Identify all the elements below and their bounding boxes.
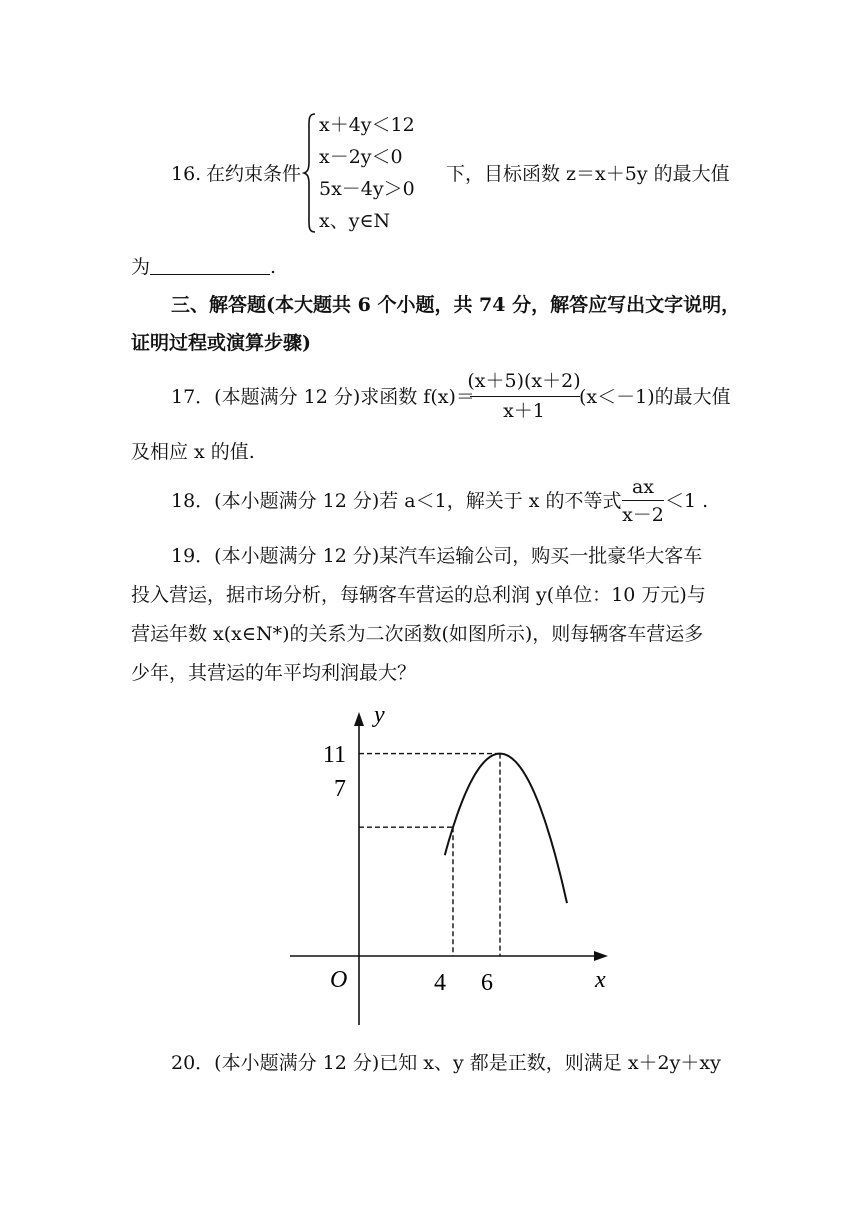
q18-suffix: ＜1 . [665,490,709,512]
q16-constraint-1: x＋4y＜12 [319,114,415,136]
q19-line3: 营运年数 x(x∈N*)的关系为二次函数(如图所示)，则每辆客车营运多 [131,623,704,645]
q16-end: . [270,256,277,278]
q18-prefix: 18．(本小题满分 12 分)若 a＜1，解关于 x 的不等式 [171,490,622,512]
y-tick-11: 11 [322,742,346,768]
q17-prefix: 17．(本题满分 12 分)求函数 f(x)＝ [171,386,475,408]
profit-curve [445,754,567,904]
q16-constraint-2: x－2y＜0 [319,146,403,168]
q16-tail: 下，目标函数 z＝x＋5y 的最大值 [446,163,730,185]
q16-number: 16. [171,163,202,185]
q18-numerator: ax [631,476,655,498]
q19-line1: 19．(本小题满分 12 分)某汽车运输公司，购买一批豪华大客车 [171,545,703,567]
section3-line2: 证明过程或演算步骤) [131,332,311,354]
x-tick-4: 4 [434,970,446,996]
q16-answer-blank[interactable] [150,274,270,275]
q18-fraction-bar [622,500,664,501]
q20-line1: 20．(本小题满分 12 分)已知 x、y 都是正数，则满足 x＋2y＋xy [171,1052,721,1074]
q16-cont [131,258,276,277]
q18-denominator: x－2 [622,504,664,526]
q17-line2: 及相应 x 的值. [131,441,255,463]
q16-cont-text: 为 [131,256,151,278]
y-axis-label: y [374,702,385,728]
q16-lead: 在约束条件 [206,163,302,185]
q17-denominator: x＋1 [503,400,545,422]
x-tick-6: 6 [481,970,493,996]
section3-line1: 三、解答题(本大题共 6 个小题，共 74 分，解答应写出文字说明， [171,294,741,316]
q19-line2: 投入营运，据市场分析，每辆客车营运的总利润 y(单位：10 万元)与 [131,584,706,606]
q17-numerator: (x＋5)(x＋2) [467,370,581,392]
q16-constraint-3: 5x－4y＞0 [319,178,415,200]
x-axis-arrow [594,951,608,961]
y-axis-arrow [354,712,364,726]
q16-brace [302,112,318,234]
x-axis-label: x [595,967,606,993]
y-tick-7: 7 [334,776,346,802]
q19-line4: 少年，其营运的年平均利润最大？ [131,662,417,684]
origin-label: O [330,967,348,993]
profit-chart [0,700,860,1040]
q16-constraint-4: x、y∈N [319,210,391,232]
q17-suffix: (x＜－1)的最大值 [579,386,731,408]
q17-fraction-bar [470,396,580,397]
